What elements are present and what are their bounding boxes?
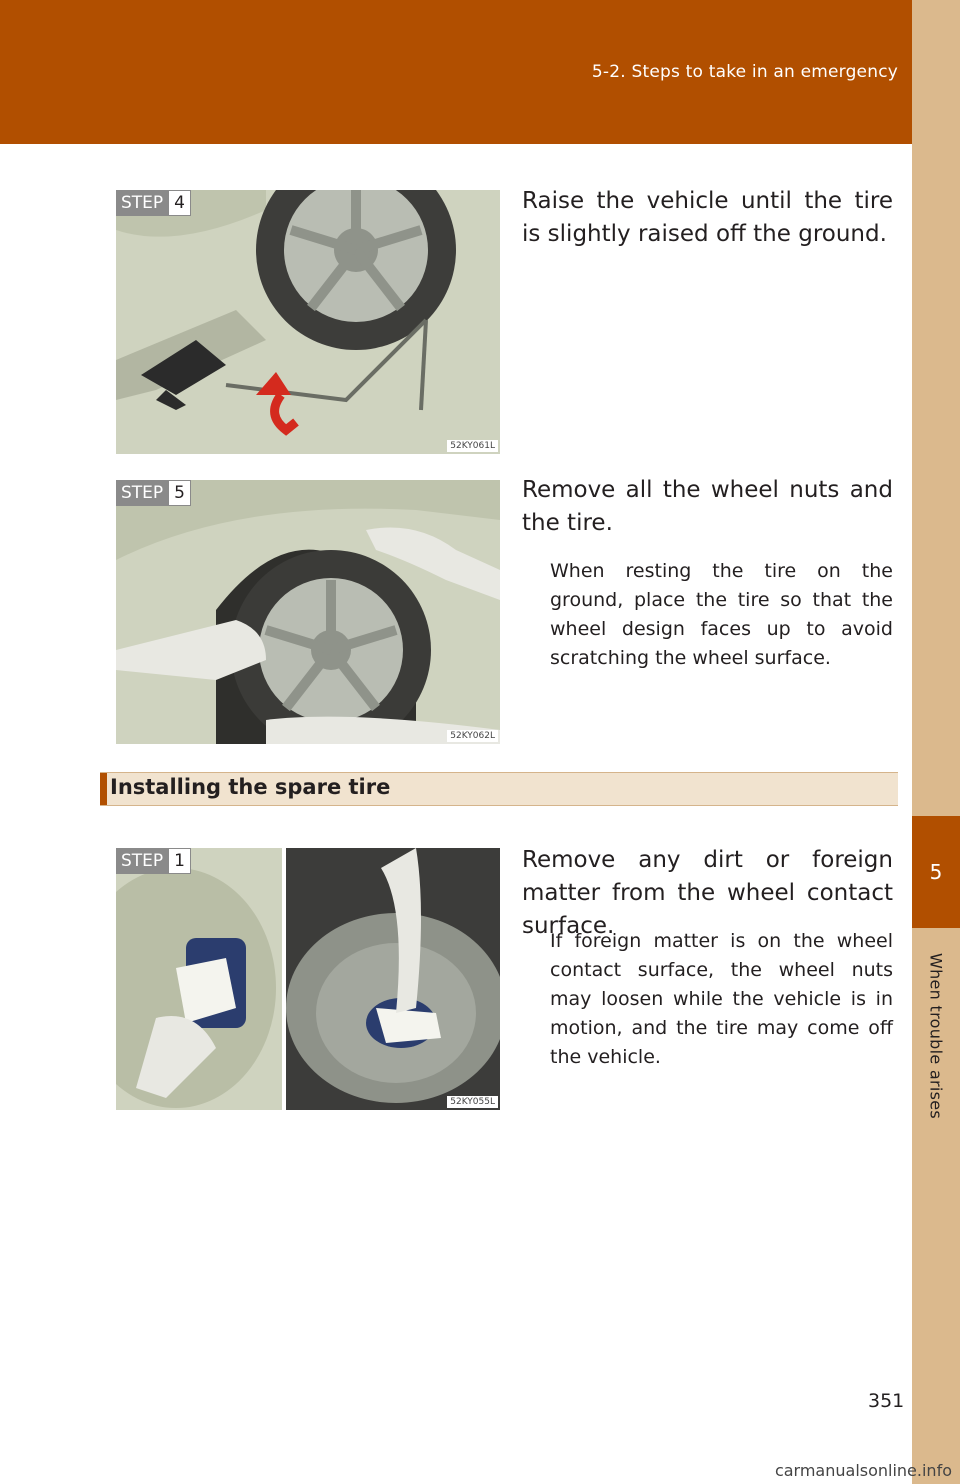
step-number: 1	[168, 848, 191, 874]
page-header	[0, 0, 912, 144]
cleaning-contact-surface-illustration	[116, 848, 500, 1110]
step-number: 5	[168, 480, 191, 506]
chapter-number-box	[912, 816, 960, 928]
section-accent	[100, 773, 107, 805]
side-tab	[912, 0, 960, 1484]
step-1-note: If foreign matter is on the wheel contact surface, the wheel nuts may loosen while the vehicle is in motion, and the tire may come off the vehicle.	[550, 930, 893, 1068]
step-number: 4	[168, 190, 191, 216]
figure-code: 52KY062L	[447, 730, 498, 742]
chapter-label: When trouble arises	[926, 952, 946, 1120]
figure-cleaning-contact-surface	[116, 848, 500, 1110]
figure-code: 52KY061L	[447, 440, 498, 452]
section-header-title: 5-2. Steps to take in an emergency	[591, 62, 898, 82]
figure-removing-tire	[116, 480, 500, 744]
jack-raising-illustration	[116, 190, 500, 454]
figure-code: 52KY055L	[447, 1096, 498, 1108]
figure-jack-raising	[116, 190, 500, 454]
step-badge	[116, 480, 191, 506]
section-heading-bar	[100, 772, 898, 806]
step-badge	[116, 190, 191, 216]
watermark: carmanualsonline.info	[774, 1461, 952, 1480]
step-label: STEP	[116, 190, 168, 216]
step-4-text: Raise the vehicle until the tire is slightly raised off the ground.	[522, 188, 893, 247]
step-badge	[116, 848, 191, 874]
chapter-number: 5	[929, 860, 943, 884]
step-5-note: When resting the tire on the ground, place the tire so that the wheel design faces up to avoid scratching the wheel surface.	[550, 560, 893, 669]
step-1-text: Remove any dirt or foreign matter from the wheel contact surface.	[522, 847, 893, 939]
step-5-text: Remove all the wheel nuts and the tire.	[522, 477, 893, 536]
section-title: Installing the spare tire	[110, 775, 391, 799]
page-number: 351	[868, 1390, 905, 1412]
removing-tire-illustration	[116, 480, 500, 744]
step-label: STEP	[116, 480, 168, 506]
step-label: STEP	[116, 848, 168, 874]
